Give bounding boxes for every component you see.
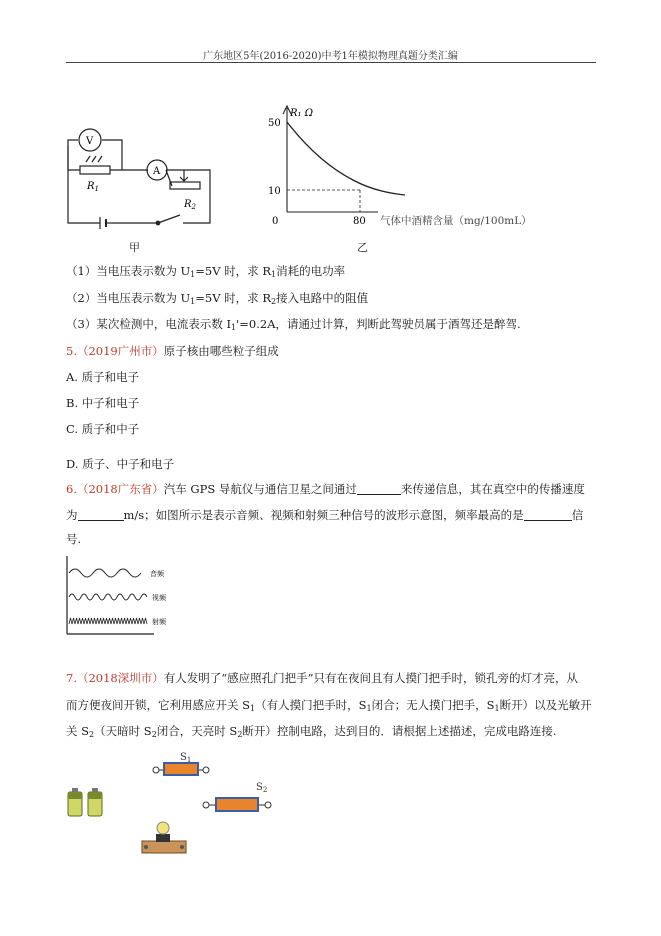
components-figure [60,748,300,863]
q4-part1: （1）当电压表示数为 $U_1=5V$ 时，求 $R_1$消耗的电功率 [66,264,346,279]
y-axis-label: R₁ Ω [290,108,314,119]
waveform-figure [64,554,184,636]
svg-text:R2 [183,199,197,211]
q5-stem: 5.（2019广州市）原子核由哪些粒子组成 [66,344,279,358]
header-divider [66,62,596,63]
wave-label-audio: 音频 [150,570,164,578]
r1-label: R [87,181,95,192]
circuit-caption: 甲 [129,241,140,254]
q6-line2: 为 m/s；如图所示是表示音频、视频和射频三种信号的波形示意图，频率最高的是 信 [66,508,584,522]
q6-tag: 6.（2018广东省） [66,482,164,496]
q5-option-a: A. 质子和电子 [66,370,140,384]
page-header: 广东地区5年(2016-2020)中考1年模拟物理真题分类汇编 [203,51,458,62]
resistance-graph [260,100,560,235]
q6-line1: 6.（2018广东省）汽车 GPS 导航仪与通信卫星之间通过 来传递信息，其在真空中的传播速度 [66,482,585,496]
svg-text:S2 [256,782,267,794]
q7-line2: 而方便夜间开锁，它利用感应开关 $S_1$（有人摸门把手时，$S_1$闭合；无人摸门把手，$S_1$断开）以及光敏开 [66,698,592,713]
switch-s1-label: S [180,752,187,763]
q5-option-c: C. 质子和中子 [66,422,140,436]
q4-part2: （2）当电压表示数为 $U_1=5V$ 时，求 $R_2$接入电路中的阻值 [66,291,369,306]
battery-icon [68,788,102,816]
origin-label: 0 [272,216,279,227]
r1-sub: 1 [94,185,99,193]
ammeter-label: A [153,166,161,177]
wave-label-rf: 射频 [152,618,166,626]
q6-blank-1 [357,482,401,495]
switch-s2-label: S [256,782,263,793]
circuit-diagram [60,120,220,230]
switch-s1-icon [153,763,209,775]
switch-s1-sub: 1 [186,756,192,764]
q7-tag: 7.（2018深圳市） [66,671,164,685]
graph-caption: 乙 [357,241,368,254]
svg-text:S1 [180,752,191,764]
r2-sub: 2 [191,203,196,211]
q7-line3: 关 $S_2$（天暗时 $S_2$闭合，天亮时 $S_2$断开）控制电路，达到目的．请根据上述描述，完成电路连接. [66,724,557,739]
switch-s2-icon [203,798,271,811]
q5-tag: 5.（2019广州市） [66,344,164,358]
switch-s2-sub: 2 [262,786,268,794]
q6-blank-3 [524,508,572,521]
y-tick-50: 50 [268,118,281,129]
y-tick-10: 10 [268,186,281,197]
voltmeter-label: V [86,136,94,147]
q5-option-d: D. 质子、中子和电子 [66,457,175,471]
q4-part3: （3）某次检测中，电流表示数 $I_1'=0.2A$，请通过计算，判断此驾驶员属于酒驾还是醉驾. [66,317,521,332]
x-axis-label: 气体中酒精含量（mg/100mL） [380,215,532,227]
q6-line3: 号. [66,532,82,546]
q5-option-b: B. 中子和电子 [66,396,140,410]
q7-line1: 7.（2018深圳市）有人发明了“感应照孔门把手”只有在夜间且有人摸门把手时，锁孔旁的灯才亮，从 [66,671,579,685]
svg-text:R1 [86,181,99,193]
x-tick-80: 80 [353,216,366,227]
q6-blank-2 [78,508,124,521]
r2-label: R [184,199,192,210]
wave-label-video: 视频 [152,594,166,602]
lamp-icon [142,822,186,853]
